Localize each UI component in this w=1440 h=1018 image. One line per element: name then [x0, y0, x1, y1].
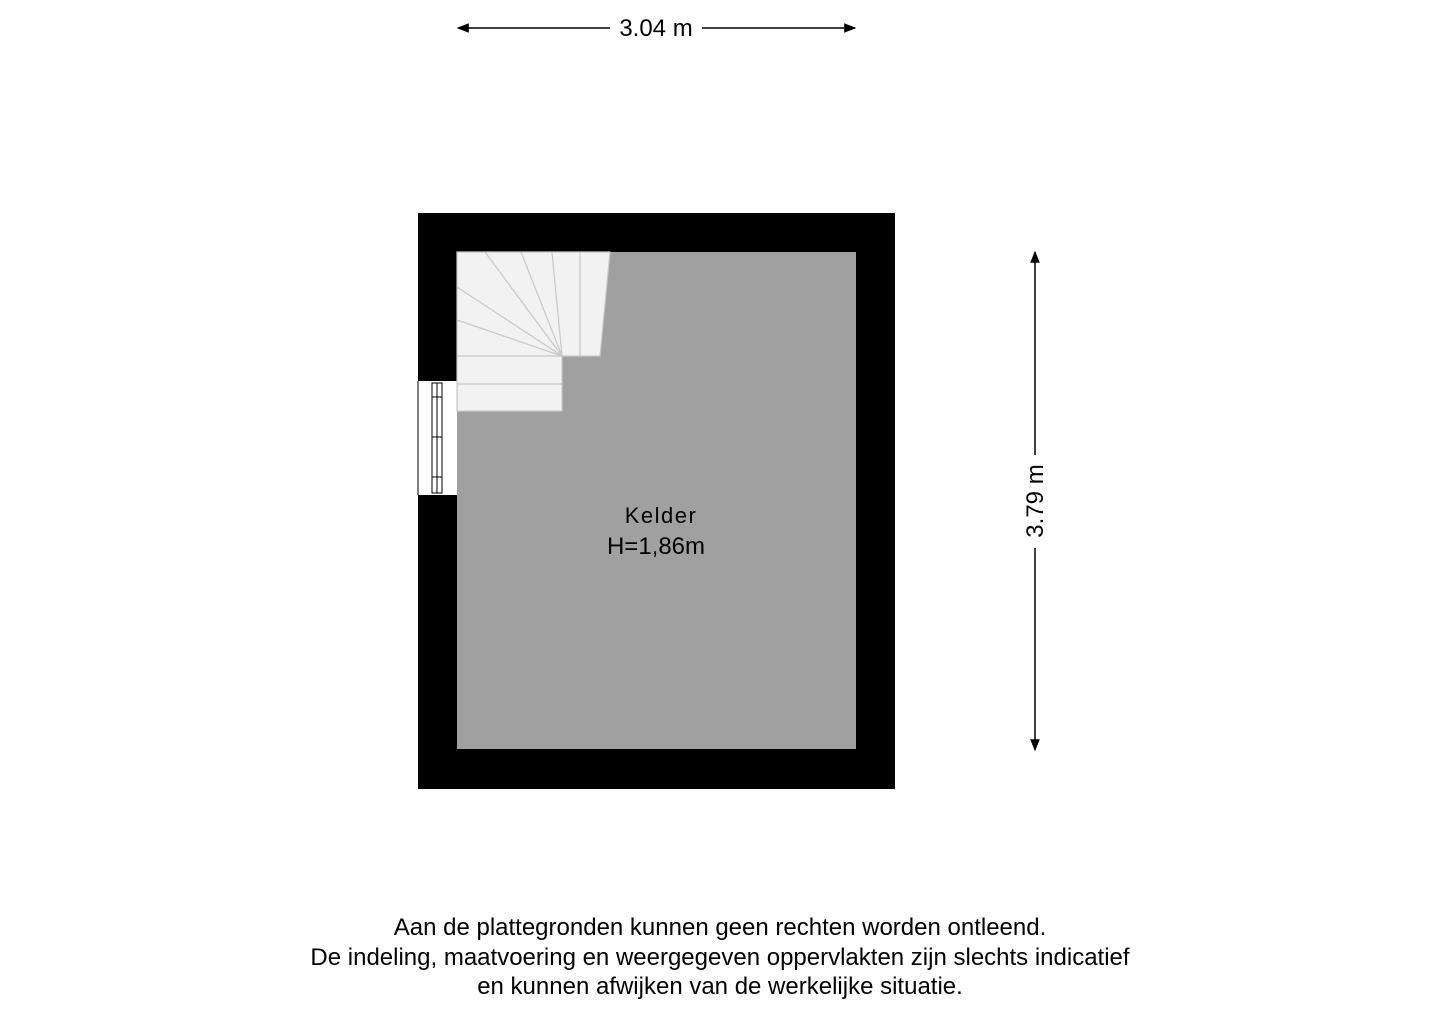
- disclaimer: [0, 913, 1440, 1002]
- disclaimer-line-1: Aan de plattegronden kunnen geen rechten worden ontleend.: [393, 914, 1047, 941]
- height-dimension-label: 3.79 m: [1024, 458, 1048, 543]
- disclaimer-line-2: De indeling, maatvoering en weergegeven oppervlakten zijn slechts indicatief: [310, 943, 1130, 971]
- room-name: Kelder: [624, 503, 698, 528]
- window: [418, 381, 457, 495]
- width-dimension-label: 3.04 m: [613, 17, 698, 41]
- disclaimer-line-3: en kunnen afwijken van de werkelijke situatie.: [477, 973, 963, 1000]
- room-height-label: H=1,86m: [606, 533, 706, 560]
